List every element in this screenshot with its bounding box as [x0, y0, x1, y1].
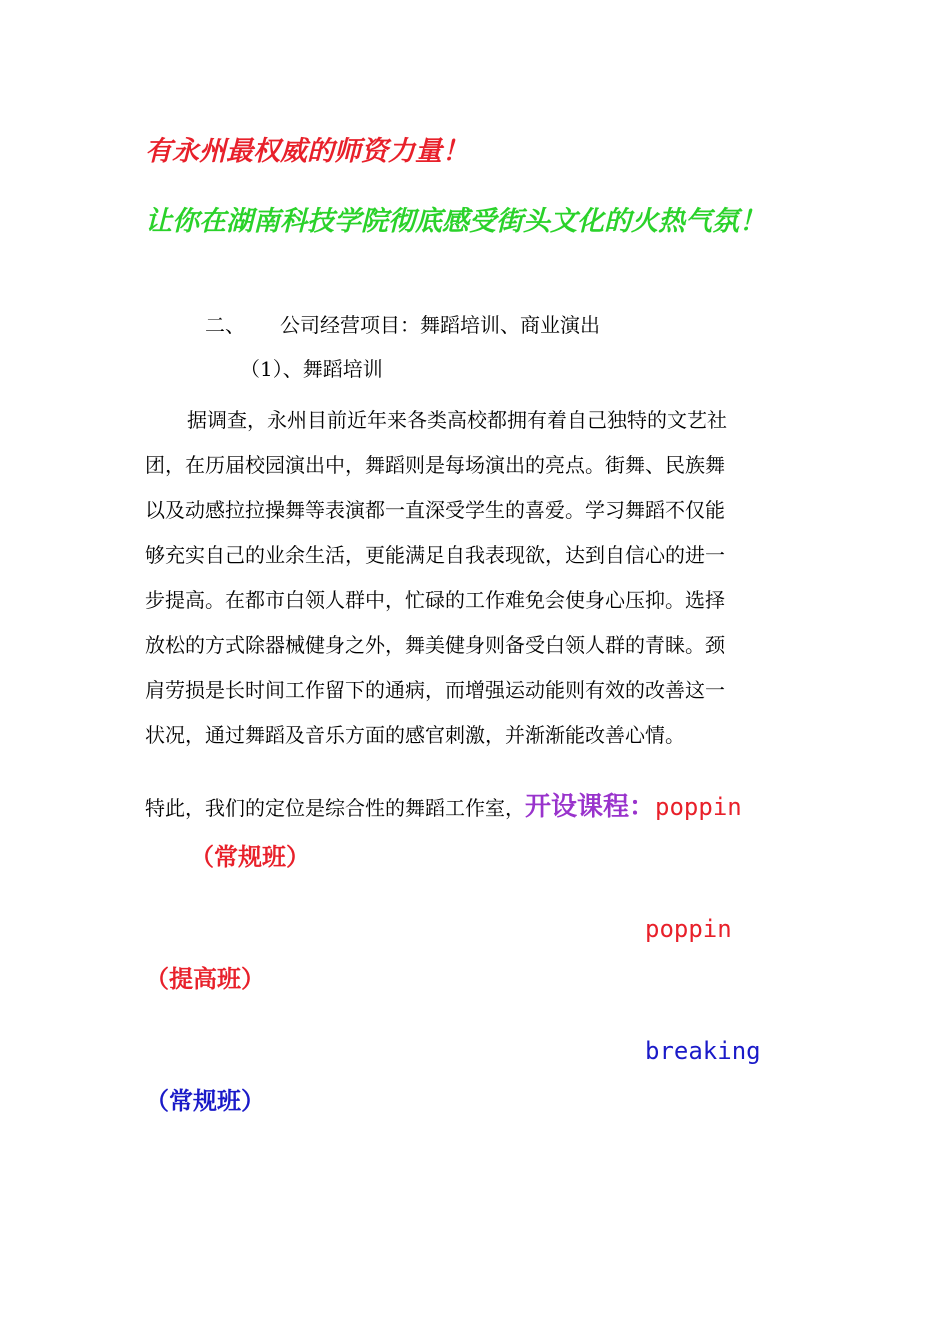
paragraph-line: 据调查，永州目前近年来各类高校都拥有着自己独特的文艺社 — [187, 408, 727, 432]
course-list-label: 开设课程： — [525, 792, 656, 822]
section-number: 二、 — [205, 313, 245, 337]
section-title: 公司经营项目：舞蹈培训、商业演出 — [280, 313, 600, 337]
slogan-teachers: 有永州最权威的师资力量！ — [145, 136, 469, 167]
course-intro-line — [145, 790, 742, 825]
slogan-street-culture: 让你在湖南科技学院彻底感受街头文化的火热气氛！ — [145, 206, 766, 237]
course-name: poppin — [655, 793, 742, 821]
paragraph-line: 团，在历届校园演出中，舞蹈则是每场演出的亮点。街舞、民族舞 — [145, 453, 725, 477]
body-paragraph — [145, 398, 805, 758]
paragraph-line: 够充实自己的业余生活，更能满足自我表现欲，达到自信心的进一 — [145, 543, 725, 567]
course-level: （常规班） — [145, 1087, 265, 1115]
course-level: （提高班） — [145, 965, 265, 993]
course-name: poppin — [645, 915, 732, 943]
paragraph-line: 状况，通过舞蹈及音乐方面的感官刺激，并渐渐能改善心情。 — [145, 723, 685, 747]
paragraph-line: 肩劳损是长时间工作留下的通病，而增强运动能则有效的改善这一 — [145, 678, 725, 702]
paragraph-line: 步提高。在都市白领人群中，忙碌的工作难免会使身心压抑。选择 — [145, 588, 725, 612]
paragraph-line: 以及动感拉拉操舞等表演都一直深受学生的喜爱。学习舞蹈不仅能 — [145, 498, 725, 522]
subsection-title: （1）、舞蹈培训 — [240, 357, 383, 381]
course-name: breaking — [645, 1037, 761, 1065]
course-intro-text: 特此，我们的定位是综合性的舞蹈工作室， — [145, 796, 525, 820]
paragraph-line: 放松的方式除器械健身之外，舞美健身则备受白领人群的青睐。颈 — [145, 633, 725, 657]
course-level: （常规班） — [190, 843, 310, 871]
